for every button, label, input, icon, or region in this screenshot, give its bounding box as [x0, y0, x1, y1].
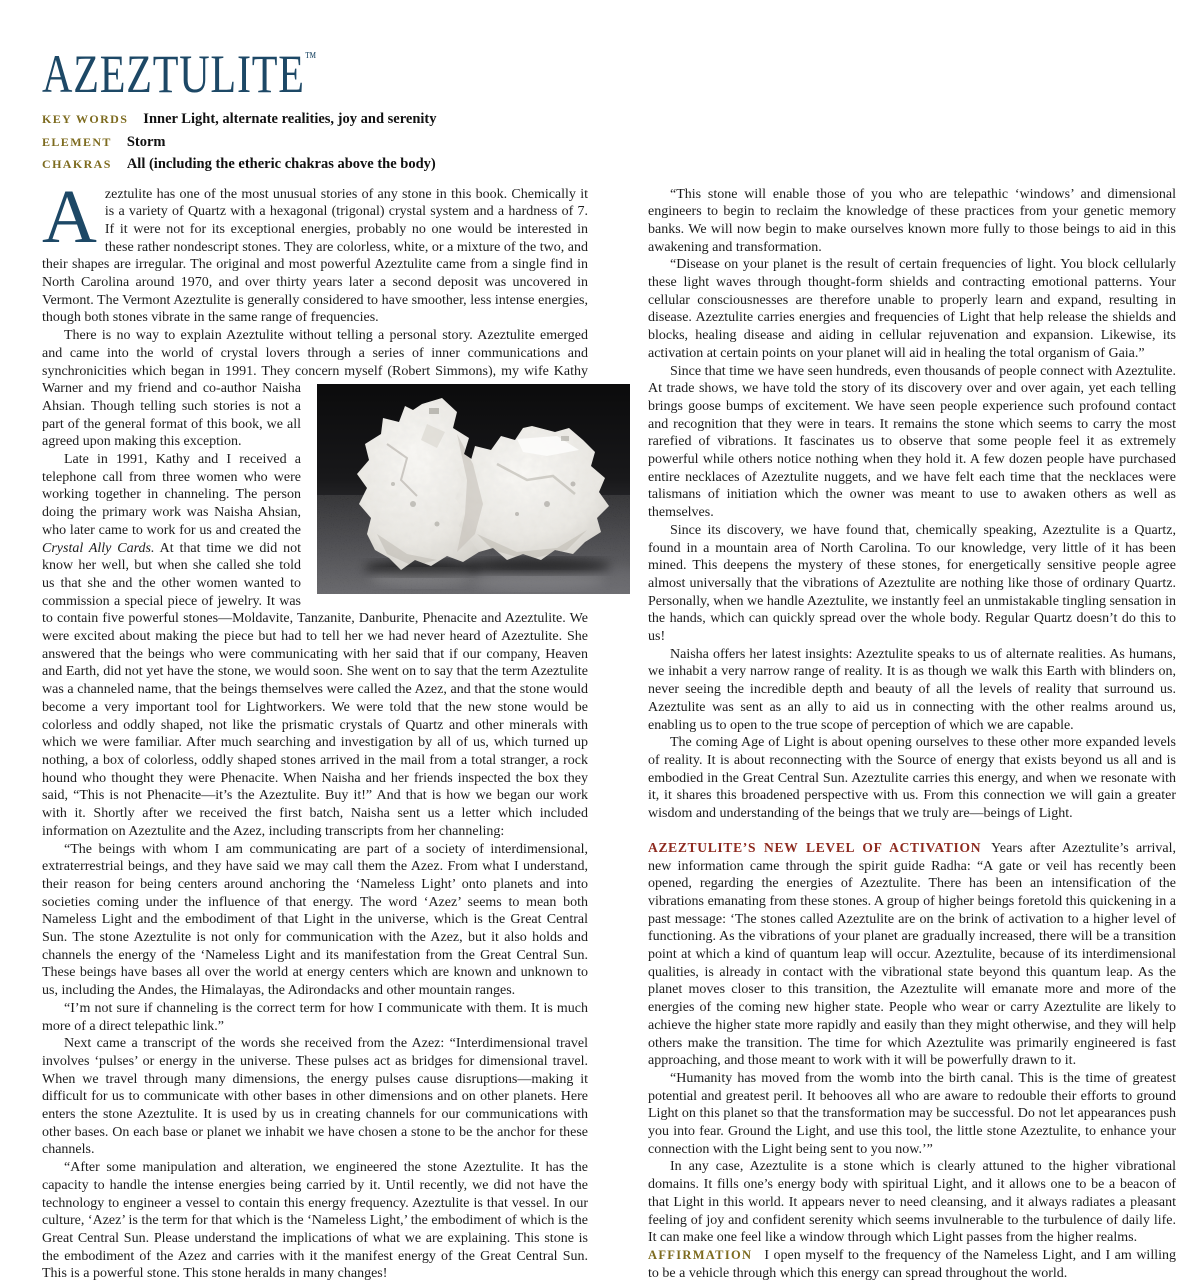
paragraph: Since its discovery, we have found that, chemically speaking, Azeztulite is a Quartz, found in a mountain area of North Carolina. To our knowledge, very little of it has been mined. This deepens the mystery of these stones, for energetically sensitive people agree almost universally that the vibrations of Azeztulite are nothing like those of ordinary Quartz. Personally, when we handle Azeztulite, we instantly feel an unmistakable tingling sensation in the hands, which can quickly spread over the whole body. Regular Quartz doesn’t do this to us!: [648, 522, 1176, 645]
paragraph: Next came a transcript of the words she received from the Azez: “Interdimensional travel involves ‘pulses’ or energy in the universe. These pulses act as bridges for dimensional travel. When we travel through many dimensions, the energy pulses cause disruptions—making it difficult for us to communicate with other bases in other dimensions and on other planets. Here enters the stone Azeztulite. It is used by us in creating channels for our communications with other bases. On each base or planet we inhabit we have chosen a stone to be the anchor for these channels.: [42, 1036, 588, 1158]
paragraph: “Disease on your planet is the result of certain frequencies of light. You block cellularly these light waves through thought-form shields and contracting emotional patterns. Your cellular consciousnesses are therefore unable to properly learn and expand, resulting in disease. Azeztulite carries energies and frequencies of Light that help release the shields and blocks, healing disease and aiding in cellular rejuvenation and expansion. Likewise, its activation at certain points on your planet will aid in healing the total organism of Gaia.”: [648, 257, 1176, 361]
paragraph-text: zeztulite has one of the most unusual stories of any stone in this book. Chemically it is a variety of Quartz with a hexagonal (trigonal) crystal system and a hardness of 7. If it were not for its exceptional energies, probably no one would be interested in these rather nondescript stones. They are colorless, white, or a mixture of the two, and their shapes are irregular. The original and most powerful Azeztulite came from a single find in North Carolina around 1970, and over thirty years later a second deposit was uncovered in Vermont. The Vermont Azeztulite is generally considered to have smoother, less intense energies, though both stones vibrate in the same range of frequencies.: [42, 186, 588, 326]
azeztulite-stones-photo: [317, 384, 630, 594]
column-left: [42, 174, 588, 1284]
paragraph-text: Years after Azeztulite’s arrival, new information came through the spirit guide Radha: “A gate or veil has recently been opened, regarding the energies of Azeztulite. There has been an intensification of the vibrations emanating from these stones. A group of higher beings foretold this quickening in a past message: ‘The stones called Azeztulite are on the brink of activation to a higher level of functioning. As the vibrations of your planet are gradually increased, there will be a transition point at which a kind of quantum leap will occur. Azeztulite, because of its interdimensional qualities, is already in contact with the vibrational state beyond this quantum leap. As the planet moves closer to this transition, the Azeztulite will emanate more and more of the energies of the coming new higher state. People who wear or carry Azeztulite are likely to achieve the higher state more rapidly and easily than they might otherwise, and they will help others make the transition. The time for which Azeztulite was primarily engineered is fast approaching, and those meant to work with it will be powerfully drawn to it.: [648, 840, 1176, 1069]
title-row: [42, 30, 1176, 104]
paragraph: “The beings with whom I am communicating are part of a society of interdimensional, extraterrestrial beings, and they have said we may call them the Azez. From what I understand, their reason for being centers around anchoring the ‘Nameless Light’ onto planets and into societies coming under the influence of that energy. The word ‘Azez’ seems to mean both Nameless Light and the embodiment of that Light in the universe, which is the Great Central Sun. The stone Azeztulite is not only for communication with the Azez, but it also holds and channels the energy of the ‘Nameless Light and its manifestation from the Great Central Sun. These beings have bases all over the world at energy centers which are known and unknown to us, including the Andes, the Himalayas, the Adirondacks and other mountain ranges.: [42, 841, 588, 999]
meta-block: [42, 108, 1176, 176]
meta-value-element: Storm: [126, 133, 166, 150]
meta-label-chakras: CHAKRAS: [42, 157, 112, 171]
paragraph: “This stone will enable those of you who are telepathic ‘windows’ and dimensional engineers to begin to reclaim the knowledge of these practices from your genetic memory banks. We will now begin to make ourselves known more fully to those beings to aid in this awakening and transformation.: [648, 186, 1176, 255]
italic-book-title: Crystal Ally Cards.: [42, 540, 155, 556]
trademark-symbol: ™: [304, 50, 317, 66]
page-title-text: AZEZTULITE: [42, 44, 305, 104]
meta-value-key-words: Inner Light, alternate realities, joy and serenity: [143, 111, 437, 127]
meta-row: [42, 153, 1176, 176]
meta-row: [42, 131, 1176, 154]
paragraph: [42, 327, 588, 451]
section-heading-activation: AZEZTULITE’S NEW LEVEL OF ACTIVATION: [648, 839, 982, 855]
paragraph: “After some manipulation and alteration, we engineered the stone Azeztulite. It has the capacity to handle the intense energies being carried by it. Until recently, we did not have the technology to engineer a vessel to contain this energy frequency. Azeztulite is that vessel. In our culture, ‘Azez’ is the term for that which is the ‘Nameless Light,’ the embodiment of which is the Great Central Sun. Please understand the implications of what we are explaining. This stone is the embodiment of the Azez and carries with it the manifest energy of the Great Central Sun. This is a powerful stone. This stone heralds in many changes!: [42, 1160, 588, 1282]
paragraph: “Humanity has moved from the womb into the birth canal. This is the time of greatest potential and greatest peril. It behooves all who are aware to redouble their efforts to ground Light on this planet so that the transformation may be successful. Do not let appearances push you into fear. Ground the Light, and use this tool, the little stone Azeztulite, to enhance your connection with the Light being sent to you now.’”: [648, 1070, 1176, 1157]
paragraph-text: Late in 1991, Kathy and I received a telephone call from three women who were working together in channeling. The person doing the primary work was Naisha Ahsian, who later came to work for us and created the: [42, 452, 301, 538]
meta-row: [42, 108, 1176, 131]
affirmation-text: I open myself to the frequency of the Nameless Light, and I am willing to be a vehicle through which this energy can spread throughout the world.: [648, 1247, 1176, 1281]
paragraph: “I’m not sure if channeling is the correct term for how I communicate with them. It is much more of a direct telepathic link.”: [42, 1000, 588, 1034]
paragraph: In any case, Azeztulite is a stone which is clearly attuned to the higher vibrational domains. It fills one’s energy body with spiritual Light, and it allows one to be a beacon of that Light in this world. It appears never to need cleansing, and it always radiates a pleasant feeling of joy and confident serenity which seems invulnerable to the turbulence of daily life. It can make one feel like a window through which Light passes from the higher realms.: [648, 1159, 1176, 1246]
affirmation-label: AFFIRMATION: [648, 1247, 753, 1262]
drop-cap: A: [42, 174, 97, 259]
paragraph: [648, 1247, 1176, 1282]
column-right: [648, 186, 1176, 1284]
meta-label-key-words: KEY WORDS: [42, 112, 129, 126]
paragraph-text: There is no way to explain Azeztulite without telling a personal story. Azeztulite emerged and came into the world of crystal lovers through a series of inner communications and synchronicities which began in 1991. They concern myself (Robert Simmons), my wife Kathy: [42, 328, 588, 379]
paragraph: [648, 839, 1176, 1070]
paragraph-text: Warner and my friend and co-author Naisha Ahsian. Though telling such stories is not a part of the general format of this book, we all agreed upon making this exception.: [42, 381, 301, 450]
paragraph: [42, 174, 588, 328]
paragraph-text: At that time we did not know her well, but when she called she told us that she and the other women wanted to commission a special piece of jewelry. It was to contain five powerful stones—Moldavite, Tanzanite, Danburite, Phenacite and Azeztulite. We were excited about making the piece but had to tell her we had never heard of Azeztulite. She answered that the beings who were communicating with her said that if our company, Heaven and Earth, did not yet have the stone, we would soon. She went on to say that the term Azeztulite was a channeled name, that the beings themselves were called the Azez, and that the stone would become a very important tool for Lightworkers. We were told that the new stone would be colorless and oddly shaped, not like the prismatic crystals of Quartz and other minerals with which we were familiar. After much searching and investigation by all of us, which turned up nothing, a box of colorless, oddly shaped stones arrived in the mail from a total stranger, a rock hound who thought they were Phenacite. When Naisha and her friends inspected the box they said, “This is not Phenacite—it’s the Azeztulite. Buy it!” And that is how we began our work with it. Shortly after we received the first batch, Naisha sent us a letter which included information on Azeztulite and the Azez, including transcripts from her channeling:: [42, 540, 588, 839]
paragraph: The coming Age of Light is about opening ourselves to these other more expanded levels of reality. It is about reconnecting with the Source of energy that exists beyond us all and is embodied in the Great Central Sun. Azeztulite carries this energy, and when we resonate with it, it shares this broadened perspective with us. From this connection we will gain a greater wisdom and understanding of the beings that we truly are—beings of Light.: [648, 735, 1176, 822]
paragraph: Naisha offers her latest insights: Azeztulite speaks to us of alternate realities. As humans, we inhabit a very narrow range of reality. It is as though we walk this Earth with blinders on, never seeing the incredible depth and beauty of all the levels of reality that surround us. Azeztulite was sent as an ally to aid us in connecting with the other realms around us, enabling us to open to the true scope of perception of which we are capable.: [648, 646, 1176, 733]
page-title: [42, 30, 316, 102]
meta-label-element: ELEMENT: [42, 134, 112, 149]
paragraph: Since that time we have seen hundreds, even thousands of people connect with Azeztulite. At trade shows, we have told the story of its discovery over and over again, yet each telling brings goose bumps of excitement. We have seen people experience such profound contact and recognition that they were in tears. It remains the stone which seems to carry the most rarefied of vibrations. It fascinates us to observe that some people feel it as extremely powerful while others notice nothing when they hold it. A few dozen people have purchased entire necklaces of Azeztulite nuggets, and we have felt each time that the necklaces were talismans of initiation which the owner was meant to use to awaken others as well as themselves.: [648, 363, 1176, 521]
two-column-text: [42, 174, 1176, 1284]
meta-value-chakras: All (including the etheric chakras above the body): [126, 156, 436, 172]
